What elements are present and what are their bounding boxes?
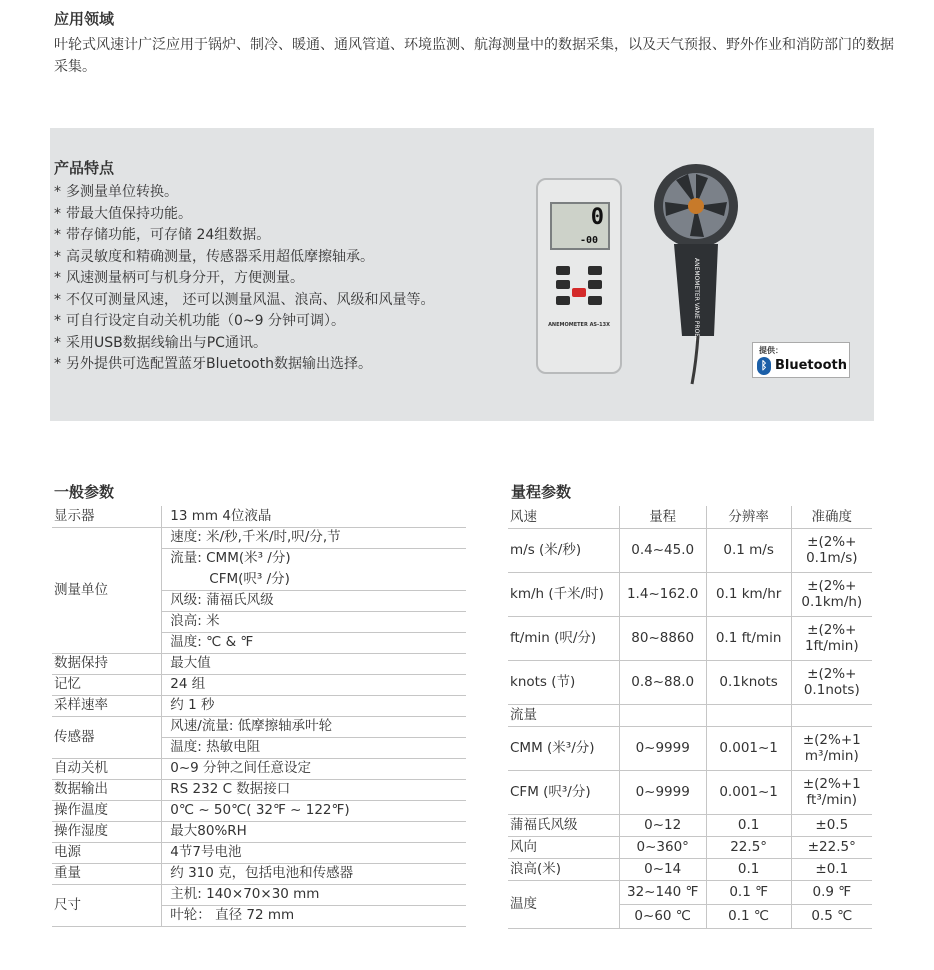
accuracy-value: ±(2%+ 1ft/min) bbox=[791, 616, 872, 660]
lcd-main-digit: 0 bbox=[590, 205, 604, 230]
lcd-display bbox=[550, 202, 610, 250]
table-row bbox=[508, 660, 872, 704]
resolution-value bbox=[706, 704, 791, 726]
accuracy-value: ±(2%+1 ft³/min) bbox=[791, 770, 872, 814]
resolution-value: 22.5° bbox=[706, 836, 791, 858]
param-value: 风速/流量: 低摩擦轴承叶轮 bbox=[162, 716, 466, 737]
range-unit: 流量 bbox=[508, 704, 619, 726]
lcd-sub-digit: -00 bbox=[579, 235, 598, 246]
table-row bbox=[52, 674, 466, 695]
param-value: 叶轮： 直径 72 mm bbox=[162, 905, 466, 926]
table-row bbox=[52, 800, 466, 821]
device-key bbox=[556, 280, 570, 289]
range-value: 0~9999 bbox=[619, 770, 706, 814]
resolution-value: 0.1 ℃ bbox=[706, 904, 791, 928]
param-name: 数据输出 bbox=[52, 779, 162, 800]
param-value: CFM(呎³ /分) bbox=[162, 569, 466, 590]
range-unit: 浪高(米) bbox=[508, 858, 619, 880]
table-row bbox=[508, 770, 872, 814]
device-key bbox=[556, 266, 570, 275]
probe-label: ANEMOMETER VANE PROBE bbox=[693, 258, 700, 342]
param-value: 浪高: 米 bbox=[162, 611, 466, 632]
param-name: 记忆 bbox=[52, 674, 162, 695]
column-header: 准确度 bbox=[791, 506, 872, 528]
resolution-value: 0.1 m/s bbox=[706, 528, 791, 572]
param-value: 0~9 分钟之间任意设定 bbox=[162, 758, 466, 779]
general-params-title: 一般参数 bbox=[54, 483, 115, 501]
feature-item: * 风速测量柄可与机身分开，方便测量。 bbox=[54, 270, 304, 286]
param-value: 约 310 克，包括电池和传感器 bbox=[162, 863, 466, 884]
param-value: RS 232 C 数据接口 bbox=[162, 779, 466, 800]
param-name: 数据保持 bbox=[52, 653, 162, 674]
range-unit: CFM (呎³/分) bbox=[508, 770, 619, 814]
param-name: 尺寸 bbox=[52, 884, 162, 926]
range-unit: km/h (千米/时) bbox=[508, 572, 619, 616]
power-key bbox=[572, 288, 586, 297]
bluetooth-badge bbox=[752, 342, 850, 378]
param-name: 电源 bbox=[52, 842, 162, 863]
accuracy-value: 0.5 ℃ bbox=[791, 904, 872, 928]
table-row bbox=[52, 716, 466, 737]
vane-hub bbox=[688, 198, 704, 214]
table-row bbox=[508, 880, 872, 904]
resolution-value: 0.1knots bbox=[706, 660, 791, 704]
feature-item: * 多测量单位转换。 bbox=[54, 184, 178, 200]
probe-cable bbox=[692, 336, 698, 384]
anemometer-device-image bbox=[536, 178, 622, 374]
range-value: 32~140 ℉ bbox=[619, 880, 706, 904]
accuracy-value: ±0.1 bbox=[791, 858, 872, 880]
feature-item: * 带最大值保持功能。 bbox=[54, 205, 192, 222]
feature-item: * 可自行设定自动关机功能（0~9 分钟可调）。 bbox=[54, 313, 345, 329]
param-name: 采样速率 bbox=[52, 695, 162, 716]
param-name: 传感器 bbox=[52, 716, 162, 758]
range-value: 0~14 bbox=[619, 858, 706, 880]
table-row bbox=[52, 758, 466, 779]
table-row bbox=[52, 884, 466, 905]
accuracy-value: 0.9 ℉ bbox=[791, 880, 872, 904]
param-value: 速度: 米/秒,千米/时,呎/分,节 bbox=[162, 527, 466, 548]
range-unit: 风向 bbox=[508, 836, 619, 858]
application-title: 应用领域 bbox=[54, 10, 115, 28]
range-unit: ft/min (呎/分) bbox=[508, 616, 619, 660]
feature-item: * 另外提供可选配置蓝牙Bluetooth数据输出选择。 bbox=[54, 356, 372, 372]
features-title: 产品特点 bbox=[54, 159, 115, 177]
table-row bbox=[52, 653, 466, 674]
range-value: 0~60 ℃ bbox=[619, 904, 706, 928]
accuracy-value: ±(2%+ 0.1m/s) bbox=[791, 528, 872, 572]
bluetooth-caption: 提供： bbox=[759, 346, 783, 355]
table-row bbox=[508, 814, 872, 836]
table-row bbox=[52, 821, 466, 842]
param-value: 24 组 bbox=[162, 674, 466, 695]
resolution-value: 0.1 bbox=[706, 858, 791, 880]
accuracy-value: ±22.5° bbox=[791, 836, 872, 858]
bluetooth-label: Bluetooth bbox=[775, 358, 847, 373]
accuracy-value: ±(2%+ 0.1km/h) bbox=[791, 572, 872, 616]
accuracy-value: ±(2%+ 0.1nots) bbox=[791, 660, 872, 704]
param-name: 测量单位 bbox=[52, 527, 162, 653]
resolution-value: 0.001~1 bbox=[706, 770, 791, 814]
device-key bbox=[588, 296, 602, 305]
range-unit: knots (节) bbox=[508, 660, 619, 704]
param-value: 约 1 秒 bbox=[162, 695, 466, 716]
resolution-value: 0.1 ℉ bbox=[706, 880, 791, 904]
param-name: 自动关机 bbox=[52, 758, 162, 779]
range-value: 0.4~45.0 bbox=[619, 528, 706, 572]
table-row bbox=[508, 836, 872, 858]
device-key bbox=[556, 296, 570, 305]
table-row bbox=[508, 858, 872, 880]
table-row bbox=[508, 704, 872, 726]
param-value: 13 mm 4位液晶 bbox=[162, 506, 466, 527]
table-header-row bbox=[508, 506, 872, 528]
range-value: 0~360° bbox=[619, 836, 706, 858]
accuracy-value bbox=[791, 704, 872, 726]
resolution-value: 0.1 km/hr bbox=[706, 572, 791, 616]
accuracy-value: ±0.5 bbox=[791, 814, 872, 836]
column-header: 风速 bbox=[508, 506, 619, 528]
resolution-value: 0.1 bbox=[706, 814, 791, 836]
features-list bbox=[54, 182, 494, 376]
device-key bbox=[588, 266, 602, 275]
range-value: 0.8~88.0 bbox=[619, 660, 706, 704]
param-value: 风级: 蒲福氏风级 bbox=[162, 590, 466, 611]
general-params-table bbox=[52, 506, 466, 927]
resolution-value: 0.1 ft/min bbox=[706, 616, 791, 660]
table-row bbox=[508, 528, 872, 572]
table-row bbox=[52, 527, 466, 548]
range-params-title: 量程参数 bbox=[511, 483, 572, 501]
range-unit: CMM (米³/分) bbox=[508, 726, 619, 770]
feature-item: * 不仅可测量风速， 还可以测量风温、浪高、风级和风量等。 bbox=[54, 291, 435, 308]
table-row bbox=[52, 863, 466, 884]
column-header: 量程 bbox=[619, 506, 706, 528]
range-unit: m/s (米/秒) bbox=[508, 528, 619, 572]
param-value: 0℃ ~ 50℃( 32℉ ~ 122℉) bbox=[162, 800, 466, 821]
range-unit: 蒲福氏风级 bbox=[508, 814, 619, 836]
table-row bbox=[508, 726, 872, 770]
table-row bbox=[52, 506, 466, 527]
range-unit: 温度 bbox=[508, 880, 619, 928]
table-row bbox=[508, 572, 872, 616]
column-header: 分辨率 bbox=[706, 506, 791, 528]
param-name: 重量 bbox=[52, 863, 162, 884]
range-value: 1.4~162.0 bbox=[619, 572, 706, 616]
range-params-table bbox=[508, 506, 872, 929]
application-text: 叶轮式风速计广泛应用于锅炉、制冷、暖通、通风管道、环境监测、航海测量中的数据采集，以及天气预报、野外作业和消防部门的数据采集。 bbox=[54, 37, 894, 75]
range-value: 0~12 bbox=[619, 814, 706, 836]
bluetooth-icon: ᛒ bbox=[757, 357, 771, 375]
param-value: 温度: ℃ & ℉ bbox=[162, 632, 466, 653]
device-key bbox=[588, 280, 602, 289]
param-name: 操作温度 bbox=[52, 800, 162, 821]
device-model-label: ANEMOMETER AS-13X bbox=[548, 322, 610, 328]
feature-item: * 带存储功能，可存储 24组数据。 bbox=[54, 227, 271, 243]
vane-probe-image bbox=[652, 158, 742, 388]
table-row bbox=[52, 779, 466, 800]
range-value: 80~8860 bbox=[619, 616, 706, 660]
range-value bbox=[619, 704, 706, 726]
resolution-value: 0.001~1 bbox=[706, 726, 791, 770]
param-name: 操作湿度 bbox=[52, 821, 162, 842]
table-row bbox=[52, 695, 466, 716]
accuracy-value: ±(2%+1 m³/min) bbox=[791, 726, 872, 770]
param-name: 显示器 bbox=[52, 506, 162, 527]
range-value: 0~9999 bbox=[619, 726, 706, 770]
param-value: 4节7号电池 bbox=[162, 842, 466, 863]
table-row bbox=[52, 842, 466, 863]
features-panel bbox=[50, 128, 874, 421]
param-value: 温度: 热敏电阻 bbox=[162, 737, 466, 758]
feature-item: * 高灵敏度和精确测量，传感器采用超低摩擦轴承。 bbox=[54, 248, 374, 265]
param-value: 最大80%RH bbox=[162, 821, 466, 842]
feature-item: * 采用USB数据线输出与PC通讯。 bbox=[54, 334, 267, 351]
table-row bbox=[508, 616, 872, 660]
param-value: 流量: CMM(米³ /分) bbox=[170, 550, 291, 567]
param-value: 最大值 bbox=[162, 653, 466, 674]
param-value: 主机: 140×70×30 mm bbox=[162, 884, 466, 905]
